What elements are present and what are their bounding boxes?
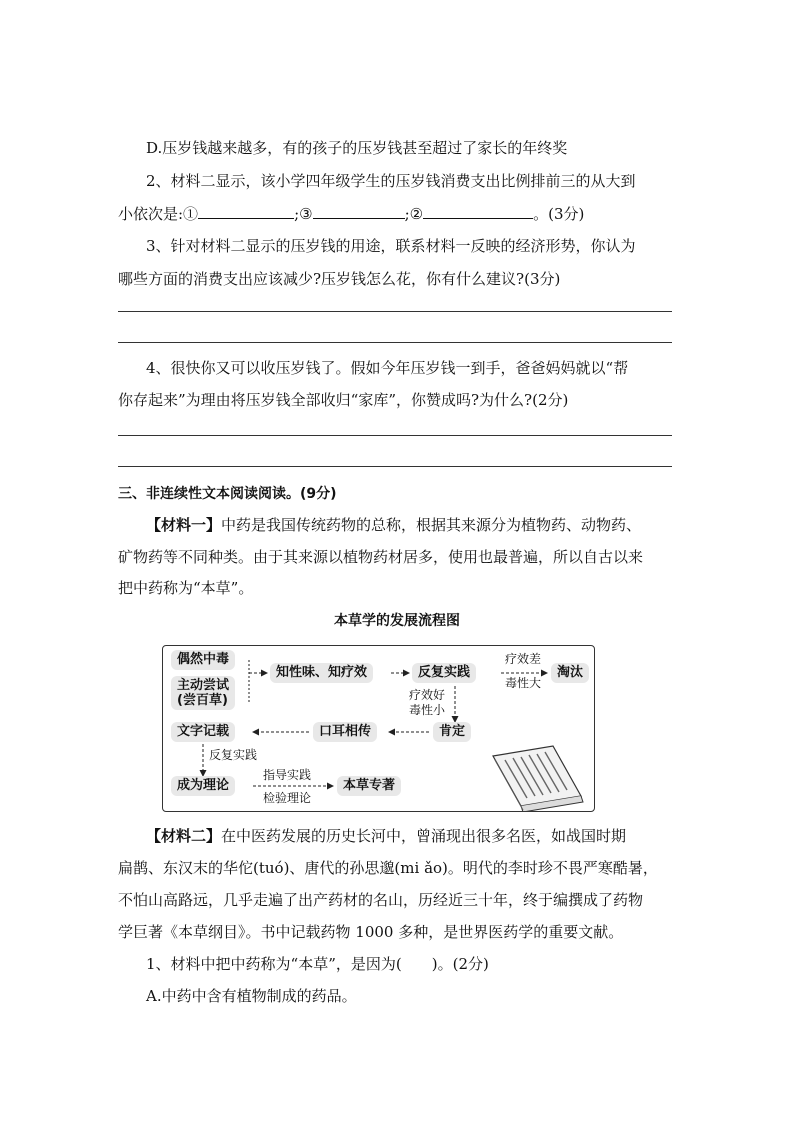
answer-blank-3[interactable] [313, 203, 405, 219]
flowchart-title: 本草学的发展流程图 [334, 613, 460, 629]
node-written-record: 文字记载 [171, 722, 235, 742]
book-illustration [493, 746, 583, 811]
node-active-trial-line1: 主动尝试 [177, 678, 230, 693]
label-good-efficacy: 疗效好 [409, 688, 446, 702]
label-repeated-practice: 反复实践 [209, 748, 258, 762]
material-2-tag: 【材料二】 [146, 827, 222, 845]
question-2-sep2: ;② [404, 205, 424, 223]
question-4-line1: 4、很快你又可以收压岁钱了。假如今年压岁钱一到手，爸爸妈妈就以“帮 [146, 359, 629, 377]
node-become-theory: 成为理论 [171, 776, 235, 796]
material-1-line3: 把中药称为“本草”。 [118, 579, 254, 597]
material-2-line1 [146, 826, 626, 846]
node-eliminate: 淘汰 [551, 663, 589, 683]
material-1-tag: 【材料一】 [146, 516, 222, 534]
question-3-line2: 哪些方面的消费支出应该减少?压岁钱怎么花，你有什么建议?(3分) [118, 270, 561, 288]
node-accidental-poisoning: 偶然中毒 [171, 650, 235, 670]
node-affirm: 肯定 [433, 722, 471, 742]
question-2-prefix: 小依次是:① [118, 205, 199, 223]
answer-blank-2[interactable] [423, 203, 533, 219]
node-oral-transmission: 口耳相传 [313, 722, 377, 742]
question-2-line1: 2、材料二显示，该小学四年级学生的压岁钱消费支出比例排前三的从大到 [146, 172, 636, 190]
material-1-line2: 矿物药等不同种类。由于其来源以植物药材居多，使用也最普遍，所以自古以来 [118, 548, 644, 566]
material-2-line2: 扁鹊、东汉末的华佗(tuó)、唐代的孙思邈(mi ǎo)。明代的李时珍不畏严寒酷暑， [118, 859, 658, 877]
material-1-text: 中药是我国传统药物的总称，根据其来源分为植物药、动物药、 [221, 516, 642, 534]
label-low-toxicity: 毒性小 [409, 703, 446, 717]
answer-line[interactable] [118, 435, 672, 436]
question-3-line1: 3、针对材料二显示的压岁钱的用途，联系材料一反映的经济形势，你认为 [146, 237, 636, 255]
node-repeated-practice: 反复实践 [412, 663, 476, 683]
node-know-nature: 知性味、知疗效 [270, 663, 373, 683]
section-3-question-1: 1、材料中把中药称为“本草”，是因为( )。(2分) [146, 955, 489, 973]
answer-line[interactable] [118, 311, 672, 312]
answer-blank-1[interactable] [198, 203, 294, 219]
material-2-line4: 学巨著《本草纲目》。书中记载药物 1000 多种，是世界医药学的重要文献。 [118, 923, 624, 941]
question-2-sep1: ;③ [294, 205, 313, 223]
section-heading: 三、非连续性文本阅读阅读。(9分) [118, 486, 337, 502]
label-poor-efficacy: 疗效差 [505, 652, 542, 666]
material-1-line1 [146, 515, 641, 535]
option-d: D.压岁钱越来越多，有的孩子的压岁钱甚至超过了家长的年终奖 [146, 139, 568, 157]
material-2-line3: 不怕山高路远，几乎走遍了出产药材的名山，历经近三十年，终于编撰成了药物 [118, 891, 644, 909]
question-2-line2 [118, 203, 584, 224]
node-materia-medica-monograph: 本草专著 [337, 776, 401, 796]
label-guide-practice: 指导实践 [263, 768, 312, 782]
question-2-suffix: 。(3分) [533, 205, 585, 223]
answer-line[interactable] [118, 342, 672, 343]
label-test-theory: 检验理论 [263, 791, 312, 805]
question-4-line2: 你存起来”为理由将压岁钱全部收归“家库”，你赞成吗?为什么?(2分) [118, 391, 569, 409]
node-active-trial-line2: (尝百草) [177, 693, 228, 708]
flowchart [162, 645, 595, 812]
section-3-option-a: A.中药中含有植物制成的药品。 [146, 987, 357, 1005]
answer-line[interactable] [118, 466, 672, 467]
label-high-toxicity: 毒性大 [505, 676, 542, 690]
material-2-text: 在中医药发展的历史长河中，曾涌现出很多名医，如战国时期 [221, 827, 627, 845]
node-active-trial [171, 676, 235, 710]
